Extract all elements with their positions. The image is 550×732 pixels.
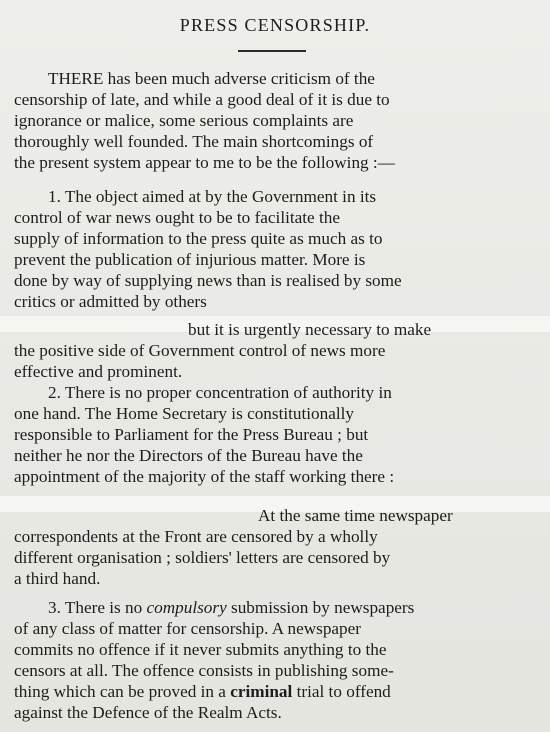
text-line: censorship of late, and while a good deal of it is due to (14, 90, 390, 109)
text-line: a third hand. (14, 569, 101, 588)
text-run: 3. There is no (48, 598, 147, 617)
text-line (48, 597, 414, 619)
text-line: thoroughly well founded. The main shortcomings of (14, 132, 374, 151)
emphasized-word: compulsory (146, 598, 227, 617)
text-line: censors at all. The offence consists in publishing some- (14, 661, 394, 680)
text-line: of any class of matter for censorship. A newspaper (14, 619, 361, 638)
text-line: At the same time newspaper (258, 506, 453, 525)
text-line: ignorance or malice, some serious complaints are (14, 111, 354, 130)
text-line: one hand. The Home Secretary is constitutionally (14, 404, 355, 423)
text-line: effective and prominent. (14, 362, 183, 381)
text-line: the present system appear to me to be the following :— (14, 153, 395, 172)
text-line: against the Defence of the Realm Acts. (14, 703, 282, 722)
text-line: different organisation ; soldiers' letters are censored by (14, 548, 391, 567)
text-line: done by way of supplying news than is realised by some (14, 271, 402, 290)
title-rule (238, 50, 306, 52)
text-line: 1. The object aimed at by the Government in its (48, 187, 377, 206)
text-line: correspondents at the Front are censored by a wholly (14, 527, 378, 546)
text-line: neither he nor the Directors of the Bureau have the (14, 446, 363, 465)
text-run: submission by newspapers (226, 598, 415, 617)
text-line: critics or admitted by others (14, 292, 207, 311)
text-line: commits no offence if it never submits anything to the (14, 640, 387, 659)
text-line: but it is urgently necessary to make (188, 320, 432, 339)
text-line: control of war news ought to be to facilitate the (14, 208, 340, 227)
text-run: thing which can be proved in a (14, 682, 231, 701)
text-line: prevent the publication of injurious matter. More is (14, 250, 366, 269)
text-line: responsible to Parliament for the Press Bureau ; but (14, 425, 369, 444)
text-line: 2. There is no proper concentration of authority in (48, 383, 392, 402)
bold-word: criminal (230, 682, 293, 701)
text-line: supply of information to the press quite as much as to (14, 229, 383, 248)
text-line: the positive side of Government control of news more (14, 341, 386, 360)
text-run: trial to offend (292, 682, 391, 701)
text-line: THERE has been much adverse criticism of the (48, 69, 375, 88)
page-title: PRESS CENSORSHIP. (179, 15, 371, 35)
text-line (14, 681, 391, 703)
text-line: appointment of the majority of the staff working there : (14, 467, 395, 486)
